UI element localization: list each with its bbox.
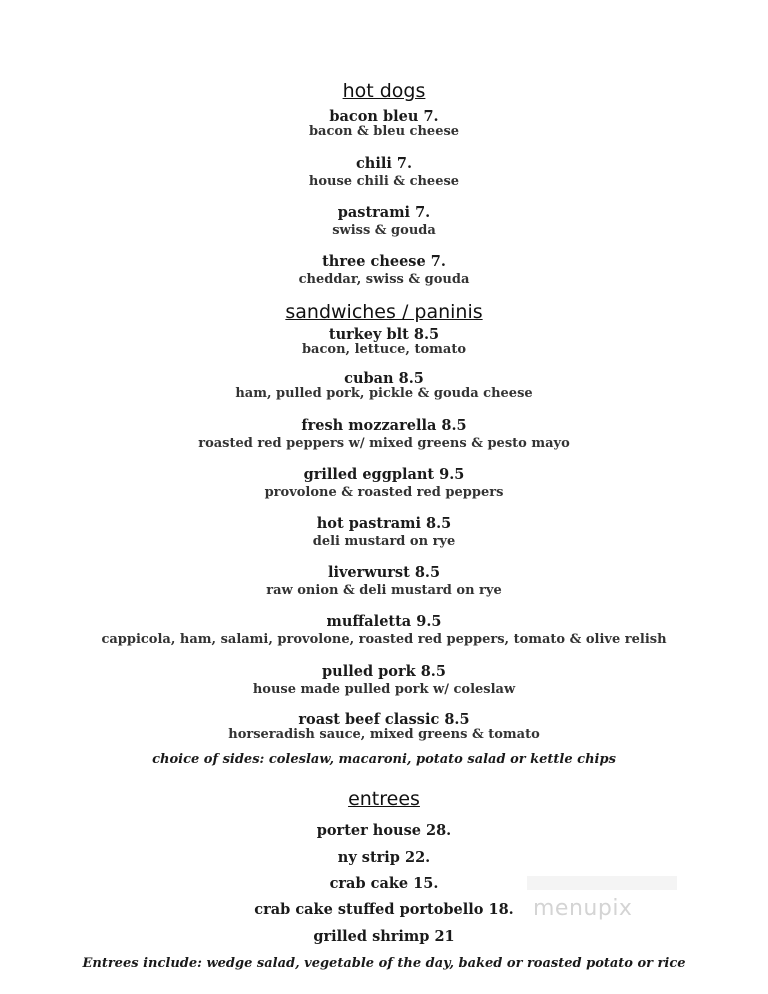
menu-item-desc: roasted red peppers w/ mixed greens & pesto mayo xyxy=(198,436,570,451)
menu-item-desc: bacon & bleu cheese xyxy=(308,124,460,139)
menu-item-name: hot pastrami 8.5 xyxy=(316,515,452,532)
menu-item-desc: horseradish sauce, mixed greens & tomato xyxy=(228,727,540,742)
menu-item-name: roast beef classic 8.5 xyxy=(298,711,470,728)
menu-item-name: grilled shrimp 21 xyxy=(313,928,455,945)
menu-item-name: crab cake 15. xyxy=(329,875,439,892)
menu-item-desc: house chili & cheese xyxy=(308,174,460,189)
menu-item-desc: swiss & gouda xyxy=(332,223,436,238)
menu-item-desc: house made pulled pork w/ coleslaw xyxy=(252,682,516,697)
menu-item-name: grilled eggplant 9.5 xyxy=(303,466,465,483)
menu-item-desc: raw onion & deli mustard on rye xyxy=(266,583,502,598)
section-heading-entrees: entrees xyxy=(348,788,420,810)
watermark-logo: menupix xyxy=(533,896,633,921)
menu-item-desc: deli mustard on rye xyxy=(312,534,456,549)
menu-item-desc: bacon, lettuce, tomato xyxy=(301,342,467,357)
menu-item-desc: provolone & roasted red peppers xyxy=(264,485,504,500)
entrees-note: Entrees include: wedge salad, vegetable of the day, baked or roasted potato or rice xyxy=(82,956,686,971)
menu-item-name: liverwurst 8.5 xyxy=(327,564,441,581)
menu-item-name: bacon bleu 7. xyxy=(329,108,439,125)
menu-item-name: porter house 28. xyxy=(316,822,452,839)
watermark-bar xyxy=(527,876,677,890)
menu-item-desc: cheddar, swiss & gouda xyxy=(298,272,470,287)
menu-item-name: muffaletta 9.5 xyxy=(326,613,442,630)
section-heading-sandwiches: sandwiches / paninis xyxy=(285,301,483,323)
menu-item-name: cuban 8.5 xyxy=(344,370,424,387)
sides-note: choice of sides: coleslaw, macaroni, potato salad or kettle chips xyxy=(152,752,616,767)
menu-item-desc: ham, pulled pork, pickle & gouda cheese xyxy=(235,386,533,401)
menu-item-name: turkey blt 8.5 xyxy=(328,326,440,343)
menu-item-name: fresh mozzarella 8.5 xyxy=(301,417,467,434)
menu-item-name: pulled pork 8.5 xyxy=(322,663,446,680)
section-heading-hot-dogs: hot dogs xyxy=(342,80,426,102)
menu-item-name: chili 7. xyxy=(355,155,413,172)
menu-item-desc: cappicola, ham, salami, provolone, roasted red peppers, tomato & olive relish xyxy=(101,632,667,647)
menu-item-name: ny strip 22. xyxy=(337,849,431,866)
menu-item-name: crab cake stuffed portobello 18. xyxy=(254,901,514,918)
menu-item-name: pastrami 7. xyxy=(337,204,431,221)
menu-item-name: three cheese 7. xyxy=(322,253,446,270)
